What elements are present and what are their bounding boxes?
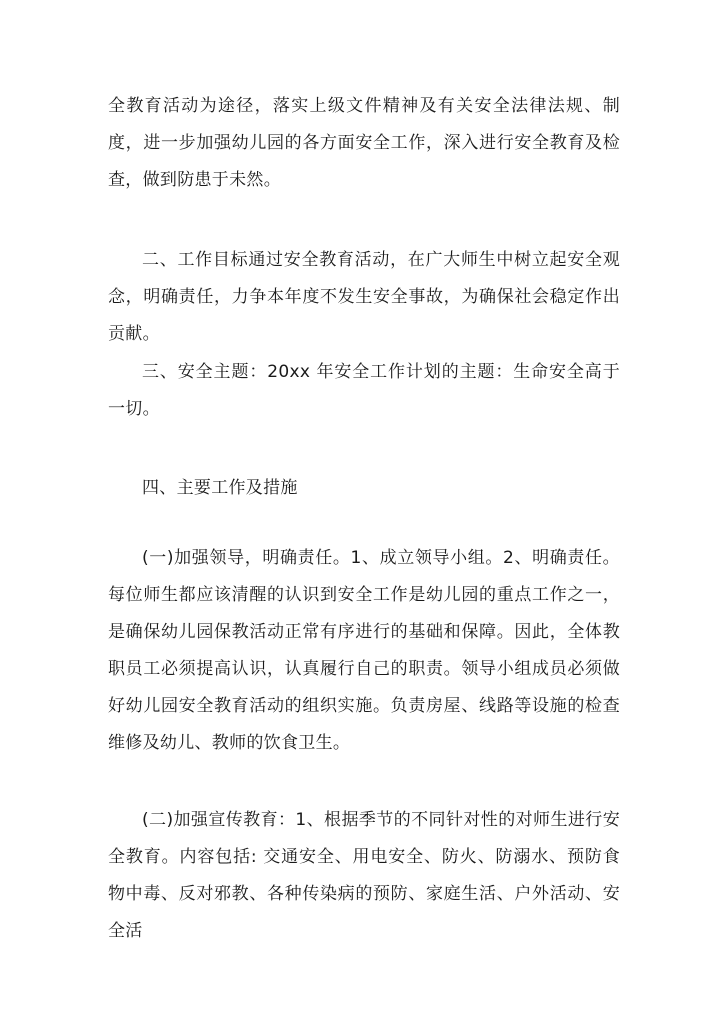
paragraph-safety-theme: 三、安全主题：20xx 年安全工作计划的主题：生命安全高于一切。 xyxy=(108,362,620,419)
paragraph-publicity-education: (二)加强宣传教育：1、根据季节的不同针对性的对师生进行安全教育。内容包括: 交通安全、用电安全、防火、防溺水、预防食物中毒、反对邪教、各种传染病的预防、家庭生活、户外活动、安全活 xyxy=(108,810,620,941)
paragraph-work-goal: 二、工作目标通过安全教育活动，在广大师生中树立起安全观念，明确责任，力争本年度不发生安全事故，为确保社会稳定作出贡献。 xyxy=(108,250,620,344)
paragraph-leadership: (一)加强领导，明确责任。1、成立领导小组。2、明确责任。每位师生都应该清醒的认识到安全工作是幼儿园的重点工作之一，是确保幼儿园保教活动正常有序进行的基础和保障。因此，全体教职员工必须提高认识，认真履行自己的职责。领导小组成员必须做好幼儿园安全教育活动的组织实施。负责房屋、线路等设施的检查维修及幼儿、教师的饮食卫生。 xyxy=(108,548,620,753)
section-heading-main-work: 四、主要工作及措施 xyxy=(142,478,298,498)
paragraph-continuation: 全教育活动为途径，落实上级文件精神及有关安全法律法规、制度，进一步加强幼儿园的各方面安全工作，深入进行安全教育及检查，做到防患于未然。 xyxy=(108,96,620,190)
